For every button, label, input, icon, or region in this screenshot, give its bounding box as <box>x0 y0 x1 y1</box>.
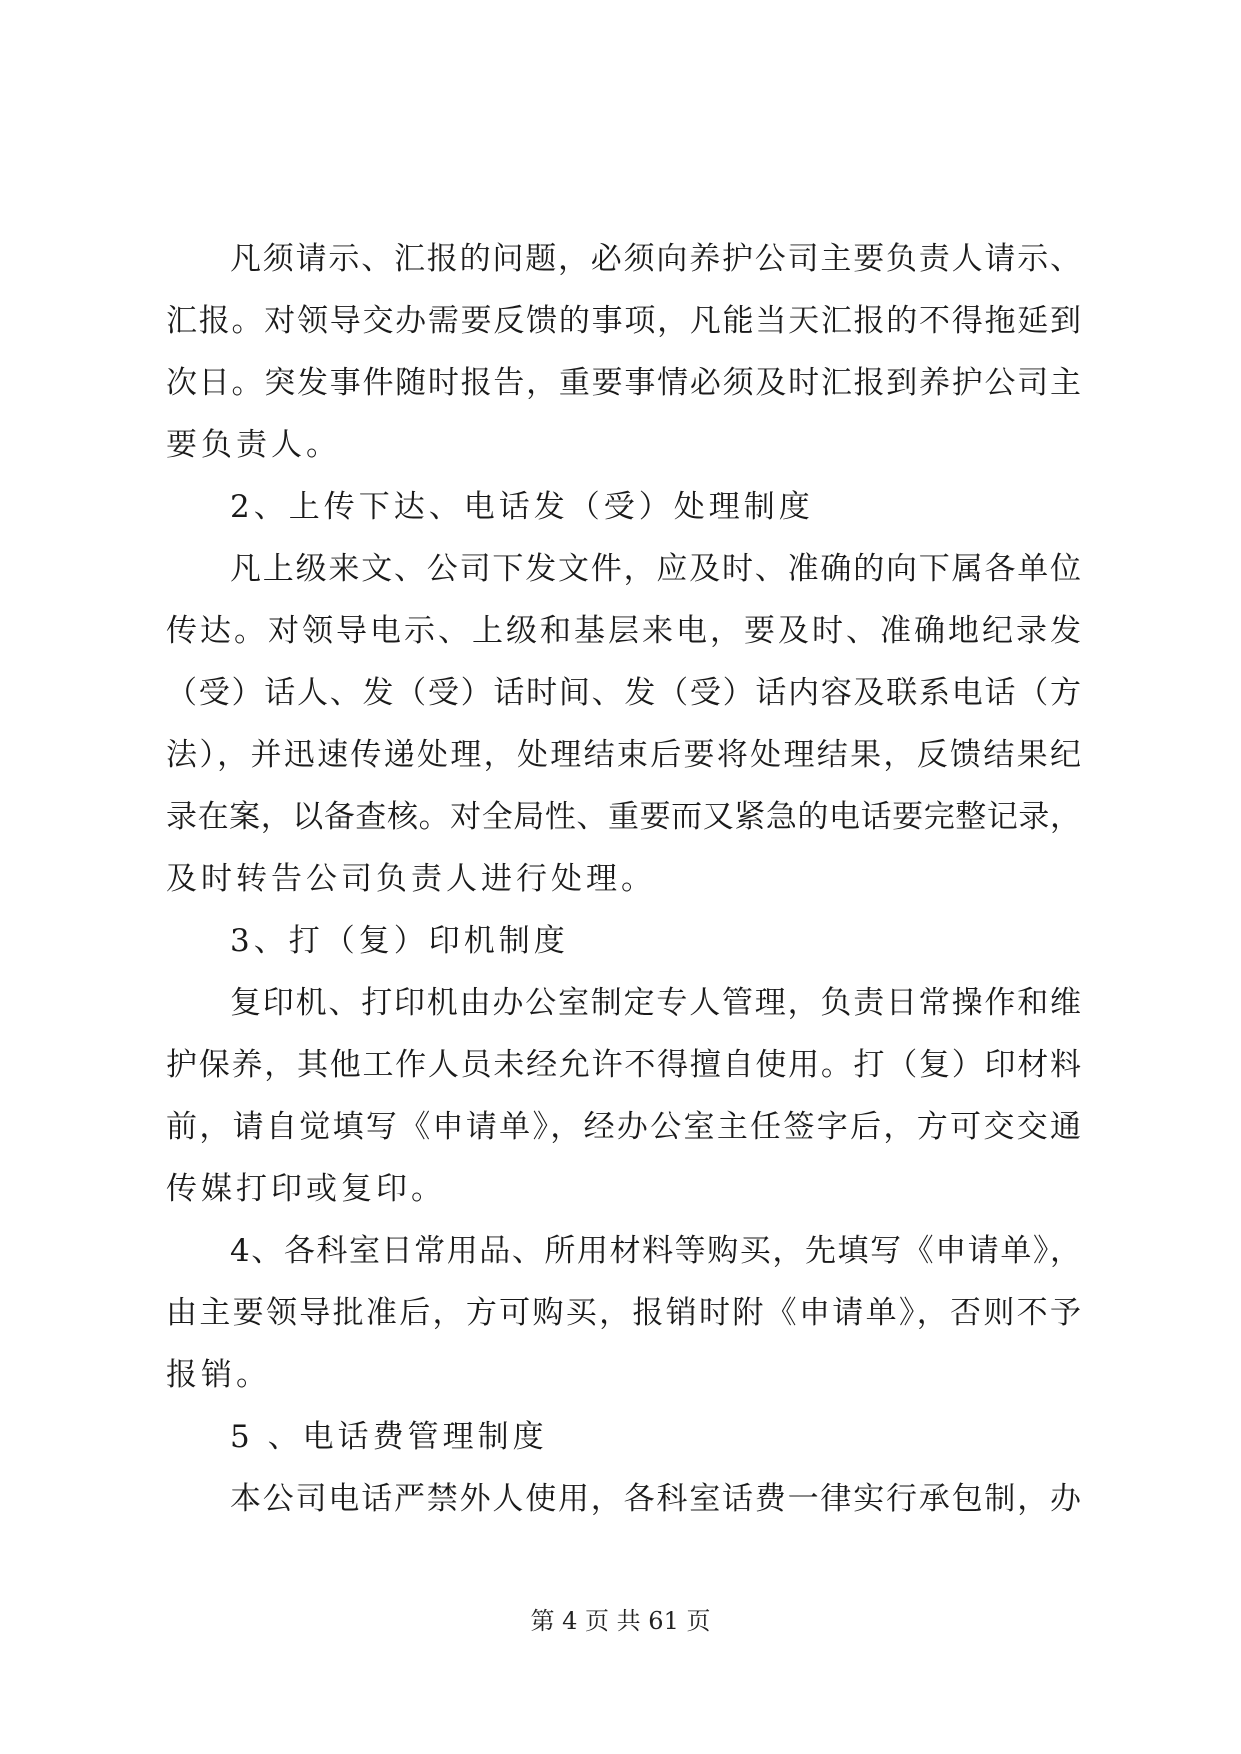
paragraph-line: 本公司电话严禁外人使用，各科室话费一律实行承包制，办 <box>230 1481 1081 1517</box>
body-text <box>166 228 1081 1530</box>
section-heading: 3、打（复）印机制度 <box>230 923 569 959</box>
paragraph-line: 前，请自觉填写《申请单》，经办公室主任签字后，方可交交通 <box>166 1109 1081 1145</box>
paragraph-line: 报销。 <box>166 1357 271 1393</box>
paragraph-line: 4、各科室日常用品、所用材料等购买，先填写《申请单》， <box>230 1233 1081 1269</box>
paragraph-line: 凡须请示、汇报的问题，必须向养护公司主要负责人请示、 <box>230 241 1081 277</box>
paragraph-line: 录在案，以备查核。对全局性、重要而又紧急的电话要完整记录， <box>166 799 1081 835</box>
paragraph-line: 次日。突发事件随时报告，重要事情必须及时汇报到养护公司主 <box>166 365 1081 401</box>
paragraph-line: 由主要领导批准后，方可购买，报销时附《申请单》，否则不予 <box>166 1295 1081 1331</box>
paragraph-line: 要负责人。 <box>166 427 341 463</box>
paragraph-line: 及时转告公司负责人进行处理。 <box>166 861 656 897</box>
paragraph-line: 法），并迅速传递处理，处理结束后要将处理结果，反馈结果纪 <box>166 737 1081 773</box>
page-number-footer: 第 4 页 共 61 页 <box>530 1607 711 1635</box>
paragraph-line: 护保养，其他工作人员未经允许不得擅自使用。打（复）印材料 <box>166 1047 1081 1083</box>
section-heading: 5 、电话费管理制度 <box>230 1419 548 1455</box>
paragraph-line: 传达。对领导电示、上级和基层来电，要及时、准确地纪录发 <box>166 613 1081 649</box>
paragraph-line: 汇报。对领导交办需要反馈的事项，凡能当天汇报的不得拖延到 <box>166 303 1081 339</box>
paragraph-line: 复印机、打印机由办公室制定专人管理，负责日常操作和维 <box>230 985 1081 1021</box>
paragraph-line: 传媒打印或复印。 <box>166 1171 446 1207</box>
paragraph-line: 凡上级来文、公司下发文件，应及时、准确的向下属各单位 <box>230 551 1081 587</box>
section-heading: 2、上传下达、电话发（受）处理制度 <box>230 489 814 525</box>
paragraph-line: （受）话人、发（受）话时间、发（受）话内容及联系电话（方 <box>166 675 1081 711</box>
